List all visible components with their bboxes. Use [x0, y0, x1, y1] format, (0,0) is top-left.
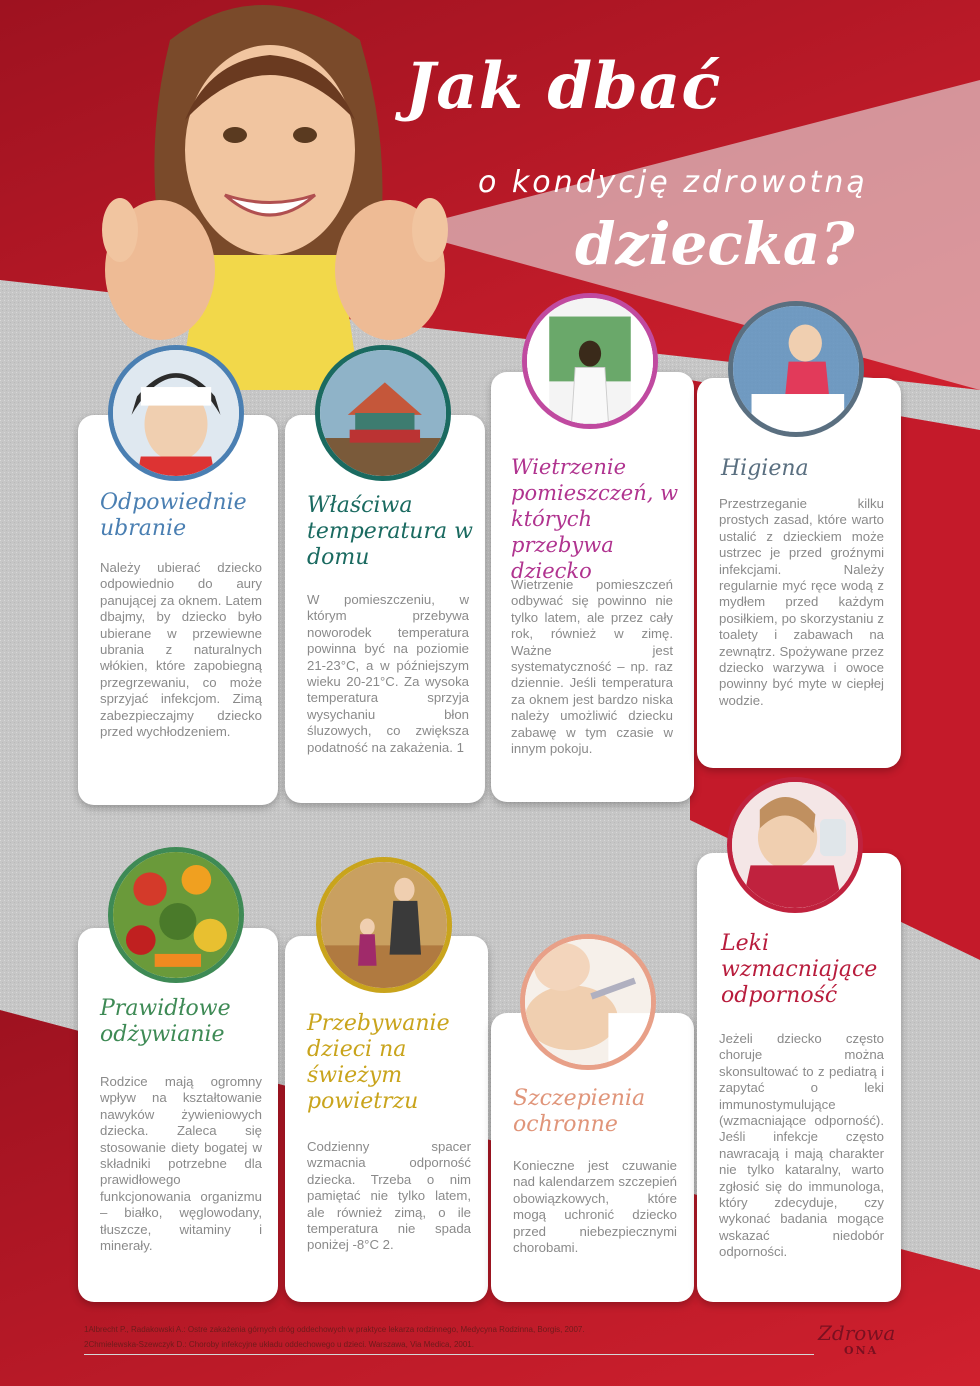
card-text: W pomieszczeniu, w którym przebywa noworodek temperatura powinna być na poziomie 21-23°C, a w późniejszym wieku 20-21°C. Za wysoka temperatura sprzyja wysychaniu błon śluzowych, co zwiększa podatność na zakażenia. 1 — [307, 592, 469, 755]
winter-child-photo — [108, 345, 244, 481]
zdrowa-ona-logo — [818, 1322, 908, 1370]
card-title: Leki wzmacniające odporność — [721, 931, 878, 1008]
footnote-2: 2Chmielewska-Szewczyk D.: Choroby infekcyjne układu oddechowego u dzieci. Warszawa, Via Medica, 2001. — [84, 1340, 474, 1349]
card-text: Codzienny spacer wzmacnia odporność dziecka. Trzeba o nim pamiętać nie tylko latem, ale również zimą, o ile temperatura nie spada poniżej -8°C 2. — [307, 1139, 471, 1253]
card-text: Należy ubierać dziecko odpowiednio do aury panującej za oknem. Latem dbajmy, by dziecko było ubierane w przewiewne ubrania z naturalnych włókien, które zapobiegną przegrzewaniu, co może sprzyjać infekcjom. Zimą zabezpieczajmy dziecko przed wychłodzeniem. — [100, 560, 262, 740]
handwashing-photo — [728, 301, 864, 437]
card-title: Szczepienia ochronne — [513, 1086, 646, 1137]
window-photo — [522, 293, 658, 429]
vaccination-photo — [520, 934, 656, 1070]
card-text: Jeżeli dziecko często choruje można skonsultować to z pediatrą i zapytać o leki immunostymulujące (wzmacniające odporność). Jeśli infekcje często nawracają i mają charakter nie tylko kataralny, warto zgłosić się do immunologa, który zdecyduje, czy wykonać badania mogące wskazać niedobór odporności. — [719, 1031, 884, 1260]
card-text: Wietrzenie pomieszczeń odbywać się powinno nie tylko latem, ale przez cały rok, również w zimę. Ważne jest systematyczność – np. raz dziennie. Jeśli temperatura za oknem jest bardzo niska należy umożliwić dziecku zabawę w tym czasie w innym pokoju. — [511, 577, 673, 757]
house-photo — [315, 345, 451, 481]
logo-line-2: ONA — [844, 1344, 879, 1357]
medicine-photo — [727, 777, 863, 913]
walk-photo — [316, 857, 452, 993]
card-title: Wietrzenie pomieszczeń, w których przebywa dziecko — [511, 455, 679, 583]
card-ventilation — [491, 372, 694, 802]
card-title: Odpowiednie ubranie — [100, 490, 247, 541]
card-nutrition — [78, 928, 278, 1302]
vegetables-photo — [108, 847, 244, 983]
card-text: Przestrzeganie kilku prostych zasad, które warto ustalić z dzieckiem może ustrzec je przed groźnymi infekcjami. Należy regularnie myć ręce wodą z mydłem przed każdym posiłkiem, po skorzystaniu z toalety i zabawach na zewnątrz. Spożywane przez dziecko warzywa i owoce powinny być myte w ciepłej wodzie. — [719, 496, 884, 708]
card-text: Rodzice mają ogromny wpływ na kształtowanie nawyków żywieniowych dziecka. Zaleca się stosowanie diety bogatej w składniki potrzebne dla prawidłowego funkcjonowania organizmu – białko, węglowodany, tłuszcze, witaminy i minerały. — [100, 1074, 262, 1254]
card-title: Higiena — [721, 456, 809, 481]
card-immunity-medicine — [697, 853, 901, 1302]
card-title: Właściwa temperatura w domu — [307, 493, 473, 570]
card-text: Konieczne jest czuwanie nad kalendarzem szczepień obowiązkowych, które mogą uchronić dziecko przed niebezpiecznymi chorobami. — [513, 1158, 677, 1256]
logo-line-1: Zdrowa — [818, 1321, 896, 1345]
card-title: Przebywanie dzieci na świeżym powietrzu — [307, 1011, 450, 1114]
title-line-1: Jak dbać — [405, 49, 722, 124]
card-title: Prawidłowe odżywianie — [100, 996, 231, 1047]
title-line-3: dziecka? — [575, 210, 855, 278]
footer-divider — [84, 1354, 814, 1355]
footnote-1: 1Albrecht P., Radakowski A.: Ostre zakażenia górnych dróg oddechowych w praktyce lekarza rodzinnego, Medycyna Rodzinna, Borgis, 2007. — [84, 1325, 585, 1334]
title-line-2: o kondycję zdrowotną — [478, 165, 868, 200]
